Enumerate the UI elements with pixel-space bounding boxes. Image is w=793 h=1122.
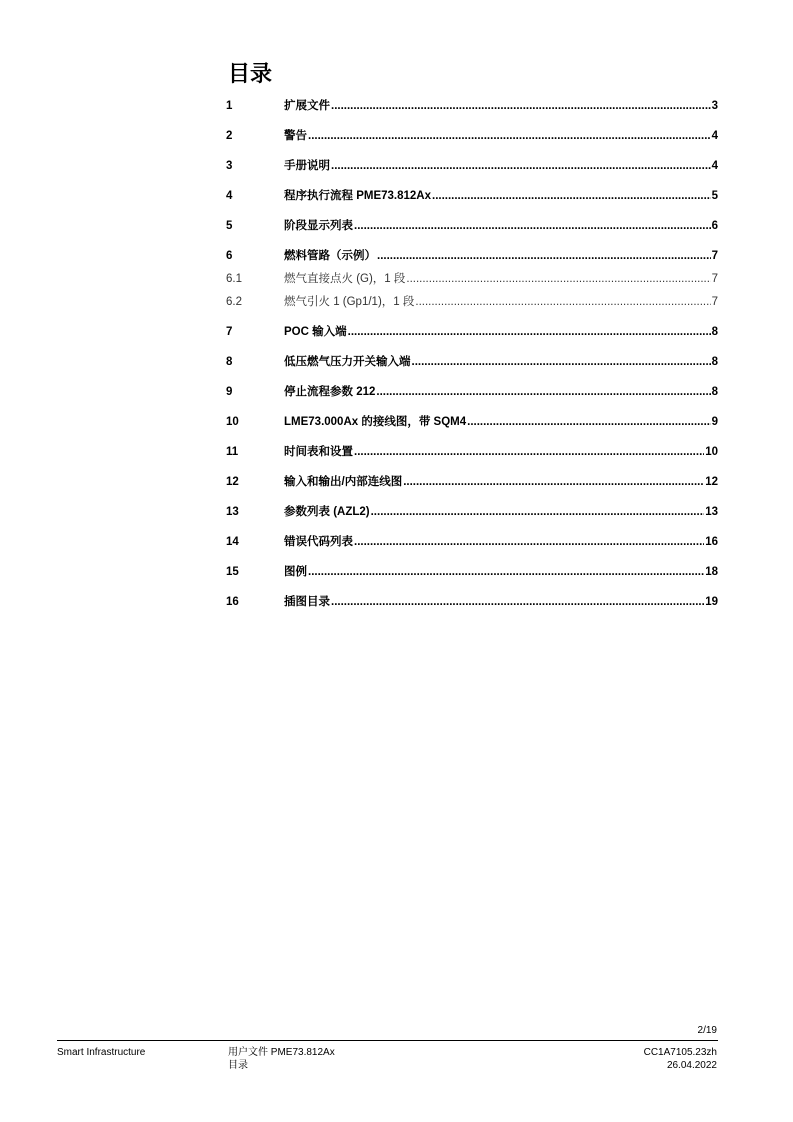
toc-leader-dots <box>371 505 705 519</box>
toc-entry-label: 停止流程参数 212 <box>284 386 376 398</box>
toc-entry-label: 插图目录 <box>284 596 330 608</box>
toc-leader-dots <box>415 295 710 309</box>
toc-entry-page: 12 <box>705 476 718 488</box>
footer-document-info <box>228 1046 335 1072</box>
toc-leader-dots <box>403 475 704 489</box>
footer-divider <box>57 1040 718 1041</box>
toc-entry-label: POC 输入端 <box>284 326 347 338</box>
page-title: 目录 <box>228 62 273 87</box>
page-number: 2/19 <box>697 1025 717 1036</box>
footer-doc-title: 用户文件 PME73.812Ax <box>228 1047 335 1058</box>
toc-entry-page: 13 <box>705 506 718 518</box>
toc-entry-number: 6 <box>226 250 233 262</box>
toc-entry-page: 7 <box>711 250 718 262</box>
toc-entry-page: 10 <box>705 446 718 458</box>
toc-entry-page: 7 <box>711 273 718 285</box>
toc-leader-dots <box>467 415 710 429</box>
toc-leader-dots <box>308 129 711 143</box>
toc-leader-dots <box>354 535 704 549</box>
toc-entry-number: 16 <box>226 596 239 608</box>
toc-entry-page: 16 <box>705 536 718 548</box>
toc-entry-label: 燃气引火 1 (Gp1/1)，1 段 <box>284 296 415 308</box>
toc-entry-label: 燃料管路（示例） <box>284 250 376 262</box>
toc-entry-page: 3 <box>711 100 718 112</box>
footer-meta <box>644 1046 717 1072</box>
toc-entry[interactable] <box>226 99 718 113</box>
toc-leader-dots <box>331 595 704 609</box>
toc-entry-page: 5 <box>711 190 718 202</box>
toc-entry[interactable] <box>226 355 718 369</box>
toc-entry-page: 19 <box>705 596 718 608</box>
toc-entry[interactable] <box>226 445 718 459</box>
toc-entry[interactable] <box>226 325 718 339</box>
toc-entry-label: 低压燃气压力开关输入端 <box>284 356 411 368</box>
toc-entry[interactable] <box>226 249 718 263</box>
toc-leader-dots <box>412 355 711 369</box>
toc-leader-dots <box>432 189 711 203</box>
toc-subentry[interactable] <box>226 272 718 286</box>
toc-entry-label: 时间表和设置 <box>284 446 353 458</box>
toc-entry-number: 1 <box>226 100 233 112</box>
toc-leader-dots <box>331 159 711 173</box>
toc-entry-page: 8 <box>711 326 718 338</box>
toc-entry-number: 12 <box>226 476 239 488</box>
toc-entry-label: 错误代码列表 <box>284 536 353 548</box>
toc-entry-number: 14 <box>226 536 239 548</box>
toc-entry-label: 燃气直接点火 (G)，1 段 <box>284 273 406 285</box>
toc-entry-page: 9 <box>711 416 718 428</box>
toc-entry-page: 8 <box>711 356 718 368</box>
toc-entry[interactable] <box>226 159 718 173</box>
toc-entry-number: 5 <box>226 220 233 232</box>
toc-entry-number: 6.2 <box>226 296 242 308</box>
footer-date: 26.04.2022 <box>666 1060 717 1071</box>
toc-entry[interactable] <box>226 415 718 429</box>
toc-entry-number: 6.1 <box>226 273 242 285</box>
toc-entry-number: 10 <box>226 416 239 428</box>
toc-entry-number: 7 <box>226 326 233 338</box>
toc-entry[interactable] <box>226 595 718 609</box>
toc-entry-number: 9 <box>226 386 233 398</box>
toc-leader-dots <box>377 249 711 263</box>
toc-entry-page: 4 <box>711 160 718 172</box>
footer-company: Smart Infrastructure <box>57 1047 146 1058</box>
toc-entry-label: 程序执行流程 PME73.812Ax <box>284 190 431 202</box>
footer-section: 目录 <box>228 1060 248 1071</box>
toc-entry-label: 图例 <box>284 566 307 578</box>
toc-entry-number: 15 <box>226 566 239 578</box>
toc-entry-label: 警告 <box>284 130 307 142</box>
toc-entry-label: 阶段显示列表 <box>284 220 353 232</box>
toc-leader-dots <box>308 565 704 579</box>
toc-entry-label: LME73.000Ax 的接线图，带 SQM4 <box>284 416 467 428</box>
toc-leader-dots <box>354 445 704 459</box>
toc-entry-number: 11 <box>226 446 239 458</box>
toc-entry-number: 8 <box>226 356 233 368</box>
toc-entry-page: 7 <box>711 296 718 308</box>
toc-leader-dots <box>331 99 711 113</box>
toc-entry-number: 3 <box>226 160 233 172</box>
toc-entry[interactable] <box>226 565 718 579</box>
toc-entry-number: 4 <box>226 190 233 202</box>
toc-leader-dots <box>354 219 711 233</box>
footer-doc-code: CC1A7105.23zh <box>643 1047 717 1058</box>
toc-entry-label: 手册说明 <box>284 160 330 172</box>
toc-entry-label: 输入和输出/内部连线图 <box>284 476 403 488</box>
table-of-contents <box>226 99 718 609</box>
toc-entry[interactable] <box>226 219 718 233</box>
toc-entry-label: 参数列表 (AZL2) <box>284 506 370 518</box>
toc-leader-dots <box>376 385 710 399</box>
toc-entry[interactable] <box>226 505 718 519</box>
toc-entry-page: 18 <box>705 566 718 578</box>
toc-entry[interactable] <box>226 535 718 549</box>
toc-entry-page: 6 <box>711 220 718 232</box>
toc-entry-page: 8 <box>711 386 718 398</box>
toc-subentry[interactable] <box>226 295 718 309</box>
toc-leader-dots <box>406 272 710 286</box>
toc-entry[interactable] <box>226 189 718 203</box>
toc-entry[interactable] <box>226 475 718 489</box>
toc-entry-number: 13 <box>226 506 239 518</box>
toc-entry[interactable] <box>226 129 718 143</box>
toc-entry-label: 扩展文件 <box>284 100 330 112</box>
toc-entry-page: 4 <box>711 130 718 142</box>
toc-entry-number: 2 <box>226 130 233 142</box>
toc-entry[interactable] <box>226 385 718 399</box>
toc-leader-dots <box>348 325 711 339</box>
